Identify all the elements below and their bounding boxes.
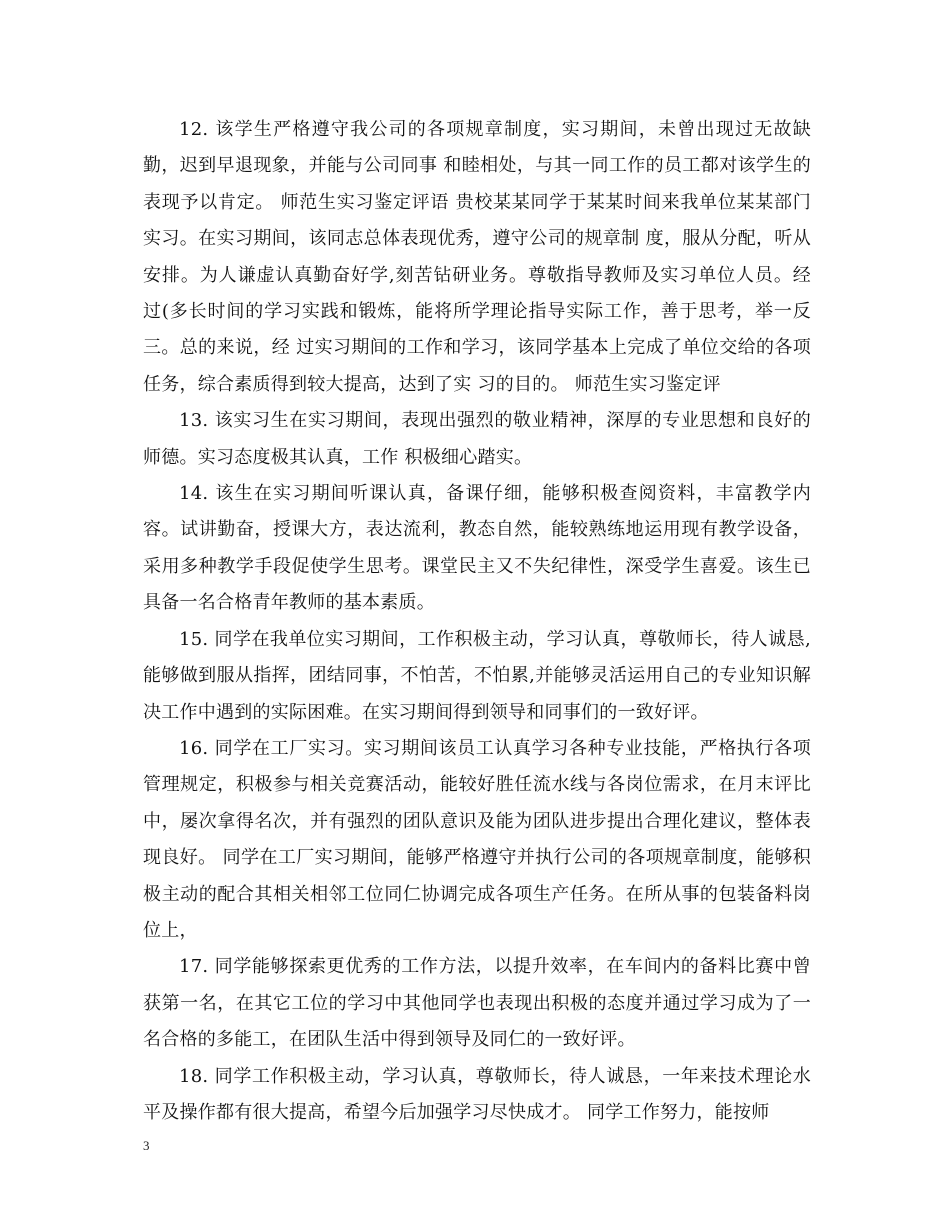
- paragraph-12: 12. 该学生严格遵守我公司的各项规章制度，实习期间，未曾出现过无故缺勤，迟到早退现象，并能与公司同事 和睦相处，与其一同工作的员工都对该学生的表现予以肯定。 师范生实习鉴定评语 贵校某某同学于某某时间来我单位某某部门实习。在实习期间，该同志总体表现优秀，遵守公司的规章制 度，服从分配，听从安排。为人谦虚认真勤奋好学,刻苦钻研业务。尊敬指导教师及实习单位人员。经 过(多长时间的学习实践和锻炼，能将所学理论指导实际工作，善于思考，举一反三。总的来说，经 过实习期间的工作和学习，该同学基本上完成了单位交给的各项任务，综合素质得到较大提高，达到了实 习的目的。 师范生实习鉴定评: [143, 119, 811, 395]
- page-number: 3: [143, 1138, 150, 1153]
- document-body: [143, 112, 811, 1131]
- paragraph-14: 14. 该生在实习期间听课认真，备课仔细，能够积极查阅资料，丰富教学内容。试讲勤奋，授课大方，表达流利，教态自然，能较熟练地运用现有教学设备，采用多种教学手段促使学生思考。课堂民主又不失纪律性，深受学生喜爱。该生已具备一名合格青年教师的基本素质。: [143, 483, 811, 614]
- paragraph-18: 18. 同学工作积极主动，学习认真，尊敬师长，待人诚恳，一年来技术理论水平及操作都有很大提高，希望今后加强学习尽快成才。 同学工作努力，能按师: [143, 1065, 811, 1123]
- paragraph-16: 16. 同学在工厂实习。实习期间该员工认真学习各种专业技能，严格执行各项管理规定，积极参与相关竞赛活动，能较好胜任流水线与各岗位需求，在月末评比中，屡次拿得名次，并有强烈的团队意识及能为团队进步提出合理化建议，整体表现良好。 同学在工厂实习期间，能够严格遵守并执行公司的各项规章制度，能够积极主动的配合其相关相邻工位同仁协调完成各项生产任务。在所从事的包装备料岗位上，: [143, 737, 811, 941]
- paragraph-13: 13. 该实习生在实习期间，表现出强烈的敬业精神，深厚的专业思想和良好的师德。实习态度极其认真，工作 积极细心踏实。: [143, 410, 811, 468]
- paragraph-17: 17. 同学能够探索更优秀的工作方法，以提升效率，在车间内的备料比赛中曾获第一名，在其它工位的学习中其他同学也表现出积极的态度并通过学习成为了一名合格的多能工，在团队生活中得到领导及同仁的一致好评。: [143, 956, 811, 1051]
- paragraph-15: 15. 同学在我单位实习期间，工作积极主动，学习认真，尊敬师长，待人诚恳,能够做到服从指挥，团结同事，不怕苦，不怕累,并能够灵活运用自己的专业知识解决工作中遇到的实际困难。在实习期间得到领导和同事们的一致好评。: [143, 628, 811, 723]
